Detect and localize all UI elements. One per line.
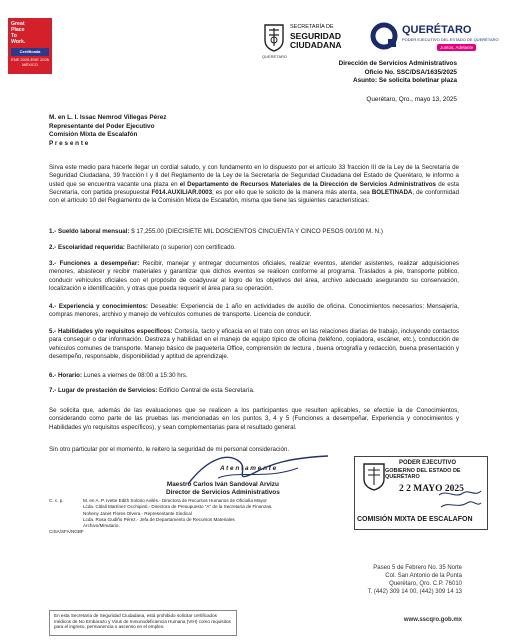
badge-line: Work. xyxy=(11,39,26,45)
item-text: Bachillerato (o superior) con certificado. xyxy=(125,244,236,251)
stamp-line2: GOBIERNO DEL ESTADO DE QUERÉTARO xyxy=(385,468,461,480)
item-label: 5.- Habilidades y/o requisitos específicos: xyxy=(49,328,173,335)
item-label: 7.- Lugar de prestación de Servicios: xyxy=(49,387,158,394)
intro-boletinada: BOLETINADA xyxy=(371,188,413,196)
addressee-org: Comisión Mixta de Escalafón xyxy=(49,131,138,139)
cc-row xyxy=(49,498,272,529)
footer-address xyxy=(368,564,462,596)
stamp-seal-icon xyxy=(361,461,387,491)
closing-line: Sin otro particular por el momento, le reitero la seguridad de mi personal consideración. xyxy=(49,446,290,453)
subject: Asunto: Se solicita boletinar plaza xyxy=(352,77,457,85)
stamp-org: COMISIÓN MIXTA DE ESCALAFON xyxy=(357,516,473,523)
cc-line: Archivo/Minutario. xyxy=(83,523,120,529)
footer-phone: T. (442) 309 14 00, (442) 309 14 13 xyxy=(367,589,462,595)
cc-label: C. c. p. xyxy=(49,498,64,503)
atentamente: A t e n t a m e n t e xyxy=(220,465,277,472)
item-label: 1.- Sueldo laboral mensual: xyxy=(49,228,130,235)
item-text: Lunes a viernes de 08:00 a 15:30 hrs. xyxy=(82,372,188,379)
item-location xyxy=(49,387,459,395)
stamp-line1: PODER EJECUTIVO xyxy=(399,460,457,466)
footer-website: www.sscqro.gob.mx xyxy=(403,617,462,623)
state-seal-icon xyxy=(263,22,285,52)
item-label: 2.- Escolaridad requerida: xyxy=(49,244,125,251)
closing-paragraph: Se solicita que, además de las evaluaciones que se realicen a los participantes que resulten aplicables, se efectúe la de Conocimientos, considerando como parte de las pruebas las mencionadas en los puntos 3, 4 y 5 (Funciones a desempeñar, Experiencia y conocimientos y Habilidades y/o requisitos específicos), y sean complementarias para el resultado general. xyxy=(49,407,459,431)
letter-date: Querétaro, Qro., mayo 13, 2025 xyxy=(366,96,457,103)
item-text: Deseable: Experiencia de 1 año en actividades de auxilio de oficina. Conocimientos necesarios: Mensajería, compras menores, archivo y manejo de vehículos comunes de transporte. Licencia de conducir. xyxy=(49,303,460,319)
item-schedule xyxy=(49,372,459,380)
footer-notice: En esta Secretaría de Seguridad Ciudadana, está prohibido solicitar certificados médicos de No Embarazo y Virus de Inmunodeficiencia Humana (VIH) como requisitos para el ingreso, permanencia o ascenso en el empleo. xyxy=(49,610,237,636)
intro-text: de esta Secretaría, con partida presupuestal xyxy=(49,180,459,196)
cc-lines xyxy=(83,498,272,529)
letter-header xyxy=(339,60,457,86)
signer-block xyxy=(166,481,280,498)
item-text: $ 17,255.00 (DIECISIETE MIL DOSCIENTOS CINCUENTA Y CINCO PESOS 00/100 M. N.) xyxy=(129,228,383,235)
footer-address-line: Col. San Antonio de la Punta xyxy=(385,573,462,579)
addressee-block xyxy=(49,114,166,148)
cc-line: Lcda. Citlali Martínez Occhipinti.- Directora de Presupuesto "A" de la Secretaría de Finanzas. xyxy=(83,504,273,510)
badge-line: To xyxy=(11,33,17,39)
badge-certified: Certificada xyxy=(11,48,49,56)
intro-text: , de conformidad con el artículo 10 del Reglamento de la Comisión Mixta de Escalafón, misma que tiene las siguientes características: xyxy=(49,188,460,205)
item-label: 4.- Experiencia y conocimientos: xyxy=(49,303,148,310)
stamp-date: 2 2 MAYO 2025 xyxy=(399,484,464,494)
item-label: 6.- Horario: xyxy=(49,372,83,379)
signer-name: Maestro Carlos Iván Sandoval Arvizu xyxy=(166,481,279,488)
cc-line: M. en A. P. Ivette Edith Solorio Avilés.- Directora de Recursos Humanos de Oficialía Mayor xyxy=(83,498,267,503)
footer-address-line: Paseo 5 de Febrero No. 35 Norte xyxy=(373,565,462,571)
item-salary xyxy=(49,228,459,236)
item-text: Recibir, manejar y entregar documentos oficiales, realizar eventos, atender asistentes, realizar adquisiciones menores, abastecer y recibir materiales y garantizar que dichos eventos se realicen conforme al programa. Traslados a pie, transporte público, conducir vehículos oficiales con el propósito de coadyuvar al logro de los objetivos del área, archivo adecuado asegurando su conservación, localización e identificación, y otras que pueda requerir el área para su operación. xyxy=(49,260,459,292)
intro-text: Sirva este medio para hacerle llegar un cordial saludo, y con fundamento en lo dispuesto por el artículo 33 fracción III de la Ley de la Secretaría de Seguridad Ciudadana, 39 fracción I y II del Reglamento de la Ley de la Secretaría de Seguridad Ciudadana del Estado de Querétaro, le informo a usted que se encuentra vacante una plaza en xyxy=(49,164,459,188)
office-number: Oficio No. SSC/DSA/1635/2025 xyxy=(364,68,457,76)
stamp-handwriting xyxy=(437,487,483,513)
great-place-to-work-badge xyxy=(8,18,52,74)
intro-paragraph xyxy=(49,164,459,205)
badge-line: Great xyxy=(11,21,25,27)
addressee-presente: P r e s e n t e xyxy=(49,139,89,147)
cc-block xyxy=(49,498,272,536)
item-text: Cortesía, tacto y eficacia en el trato con otros en las relaciones diarias de trabajo, incluyendo contactos para conseguir o dar información. Destreza y habilidad en el manejo de equipo típico de oficina (teléfono, copiadora, escáner, etc.), conducción de vehículos comunes de transporte. Manejo básico de paquetería Office, comprensión de lectura , buena ortografía y redacción, buena presentación y desempeño, responsable, disponibilidad y aptitud de aprendizaje. xyxy=(49,328,459,360)
item-experience xyxy=(49,303,459,320)
department: Dirección de Servicios Administrativos xyxy=(338,60,457,67)
badge-dates: ENE 2025-ENE 2026 xyxy=(11,57,49,62)
addressee-role: Representante del Poder Ejecutivo xyxy=(49,122,155,130)
badge-country: MÉXICO xyxy=(22,62,38,67)
item-skills xyxy=(49,328,459,361)
intro-department: el Departamento de Recursos Materiales de la Dirección de Servicios Administrativos xyxy=(179,180,437,188)
queretaro-logo-icon xyxy=(370,22,398,50)
cc-initials: CISA/SFA/NGBF xyxy=(49,529,84,535)
queretaro-logo-tag: Juntos, Adelante xyxy=(437,44,476,51)
cc-line: Noheny Janet Flores Olvera.- Representante Sindical xyxy=(83,510,192,516)
intro-text: ; es por ello que le solicito de la manera más atenta, sea xyxy=(212,188,372,196)
queretaro-logo-sub: PODER EJECUTIVO DEL ESTADO DE QUERÉTARO xyxy=(402,37,499,42)
item-label: 3.- Funciones a desempeñar: xyxy=(49,260,140,267)
queretaro-logo-text: QUERÉTARO xyxy=(402,24,472,36)
badge-line: Place xyxy=(11,27,25,33)
item-functions xyxy=(49,260,459,293)
ssc-logo-text xyxy=(290,23,341,50)
received-stamp xyxy=(354,456,488,530)
ssc-logo-top: SECRETARÍA DE xyxy=(290,24,334,30)
ssc-logo-line1: SEGURIDAD xyxy=(290,31,342,41)
ssc-logo-line2: CIUDADANA xyxy=(290,40,342,50)
ssc-logo-foot: QUERÉTARO xyxy=(262,54,288,59)
item-text: Edificio Central de esta Secretaría. xyxy=(157,387,255,394)
intro-partida: F014.AUXILIAR.0003 xyxy=(151,188,213,196)
item-schooling xyxy=(49,244,459,252)
footer-address-line: Querétaro, Qro. C.P. 76010 xyxy=(389,581,462,587)
signer-title: Director de Servicios Administrativos xyxy=(166,489,280,497)
cc-line: Lcda. Rosa Gudiño Pérez.- Jefa de Departamento de Recursos Materiales xyxy=(83,516,235,522)
addressee-name: M. en L. I. Issac Nemrod Villegas Pérez xyxy=(49,114,167,121)
